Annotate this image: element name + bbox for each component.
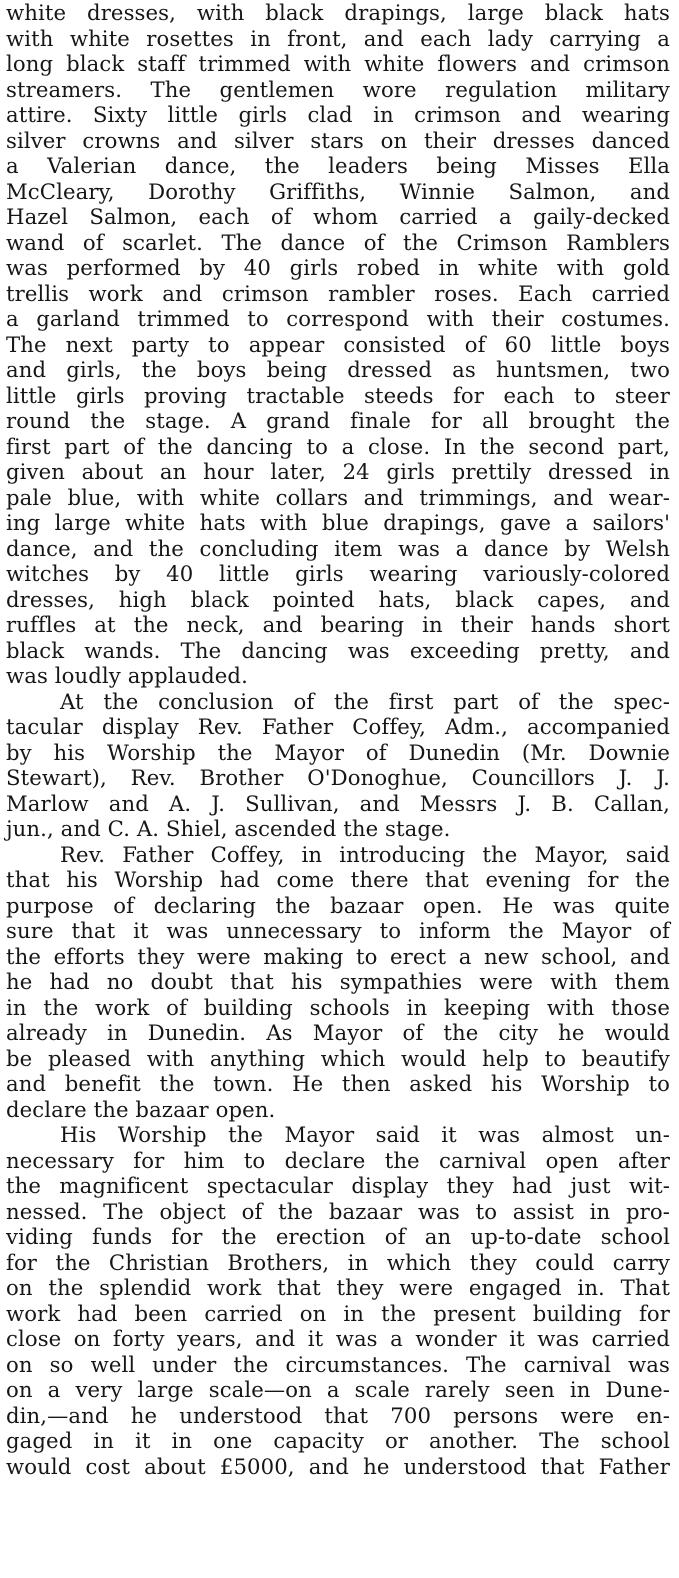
text-line: he had no doubt that his sympathies were with them: [6, 969, 670, 994]
text-line: McCleary, Dorothy Griffiths, Winnie Salmon, and: [6, 178, 670, 204]
text-line: would cost about £5000, and he understood that Father: [6, 1453, 670, 1479]
text-line: tacular display Rev. Father Coffey, Adm., accompanied: [6, 714, 670, 739]
text-line: first part of the dancing to a close. In the second part,: [6, 433, 670, 459]
text-line: work had been carried on in the present building for: [6, 1300, 670, 1326]
text-line: At the conclusion of the first part of the spec-: [60, 688, 670, 714]
paragraph-mayor-speech: [6, 1122, 670, 1479]
text-line: attire. Sixty little girls clad in crimson and wearing: [6, 102, 670, 127]
text-line: purpose of declaring the bazaar open. He was quite: [6, 892, 670, 918]
text-line: and benefit the town. He then asked his Worship to: [6, 1071, 670, 1096]
text-line: wand of scarlet. The dance of the Crimson Ramblers: [6, 229, 670, 255]
text-line: Hazel Salmon, each of whom carried a gaily-decked: [6, 204, 670, 229]
text-line: for the Christian Brothers, in which they could carry: [6, 1249, 670, 1275]
text-line: close on forty years, and it was a wonder it was carried: [6, 1326, 670, 1351]
text-line: nessed. The object of the bazaar was to assist in pro-: [6, 1198, 670, 1224]
text-line: necessary for him to declare the carnival open after: [6, 1147, 670, 1173]
paragraph-stage-party: [6, 689, 670, 842]
text-line: given about an hour later, 24 girls prettily dressed in: [6, 459, 670, 484]
text-line: a Valerian dance, the leaders being Misses Ella: [6, 153, 670, 178]
text-line: long black staff trimmed with white flowers and crimson: [6, 51, 670, 76]
text-line: His Worship the Mayor said it was almost un-: [60, 1122, 670, 1147]
text-line: round the stage. A grand finale for all brought the: [6, 408, 670, 433]
text-line: declare the bazaar open.: [6, 1096, 276, 1122]
text-line: the magnificent spectacular display they had just wit-: [6, 1173, 670, 1198]
text-line: gaged in it in one capacity or another. The school: [6, 1428, 670, 1453]
text-line: sure that it was unnecessary to inform the Mayor of: [6, 918, 670, 943]
text-line: din,—and he understood that 700 persons were en-: [6, 1402, 670, 1428]
text-line: trellis work and crimson rambler roses. Each carried: [6, 280, 670, 306]
text-line: silver crowns and silver stars on their dresses danced: [6, 127, 670, 153]
text-line: ruffles at the neck, and bearing in their hands short: [6, 612, 670, 637]
text-line: ing large white hats with blue drapings, gave a sailors': [6, 510, 670, 535]
text-line: by his Worship the Mayor of Dunedin (Mr. Downie: [6, 739, 670, 765]
text-line: the efforts they were making to erect a new school, and: [6, 943, 670, 969]
text-line: jun., and C. A. Shiel, ascended the stage.: [6, 816, 451, 841]
text-line: was loudly applauded.: [6, 663, 248, 688]
text-line: with white rosettes in front, and each lady carrying a: [6, 25, 670, 51]
text-line: black wands. The dancing was exceeding pretty, and: [6, 637, 670, 663]
text-line: streamers. The gentlemen wore regulation military: [6, 76, 670, 102]
text-line: on so well under the circumstances. The carnival was: [6, 1351, 670, 1377]
text-line: in the work of building schools in keeping with those: [6, 994, 670, 1020]
text-line: pale blue, with white collars and trimmings, and wear-: [6, 484, 670, 510]
text-line: be pleased with anything which would help to beautify: [6, 1045, 670, 1071]
text-line: on the splendid work that they were engaged in. That: [6, 1275, 670, 1300]
paragraph-father-coffey-speech: [6, 842, 670, 1123]
paragraph-dance-description: [6, 0, 670, 689]
text-line: Rev. Father Coffey, in introducing the Mayor, said: [60, 841, 670, 867]
text-line: and girls, the boys being dressed as huntsmen, two: [6, 357, 670, 382]
text-line: dance, and the concluding item was a dance by Welsh: [6, 535, 670, 561]
text-line: that his Worship had come there that evening for the: [6, 867, 670, 892]
text-line: viding funds for the erection of an up-to-date school: [6, 1224, 670, 1249]
text-line: a garland trimmed to correspond with their costumes.: [6, 306, 670, 331]
text-line: on a very large scale—on a scale rarely seen in Dune-: [6, 1377, 670, 1402]
text-line: little girls proving tractable steeds for each to steer: [6, 382, 670, 408]
article-column: [6, 0, 670, 1479]
text-line: dresses, high black pointed hats, black capes, and: [6, 586, 670, 612]
text-line: Marlow and A. J. Sullivan, and Messrs J. B. Callan,: [6, 790, 670, 816]
text-line: already in Dunedin. As Mayor of the city he would: [6, 1020, 670, 1045]
text-line: Stewart), Rev. Brother O'Donoghue, Councillors J. J.: [6, 765, 670, 790]
text-line: witches by 40 little girls wearing variously-colored: [6, 561, 670, 586]
text-line: white dresses, with black drapings, large black hats: [6, 0, 670, 25]
text-line: was performed by 40 girls robed in white with gold: [6, 255, 670, 280]
text-line: The next party to appear consisted of 60 little boys: [6, 331, 670, 357]
